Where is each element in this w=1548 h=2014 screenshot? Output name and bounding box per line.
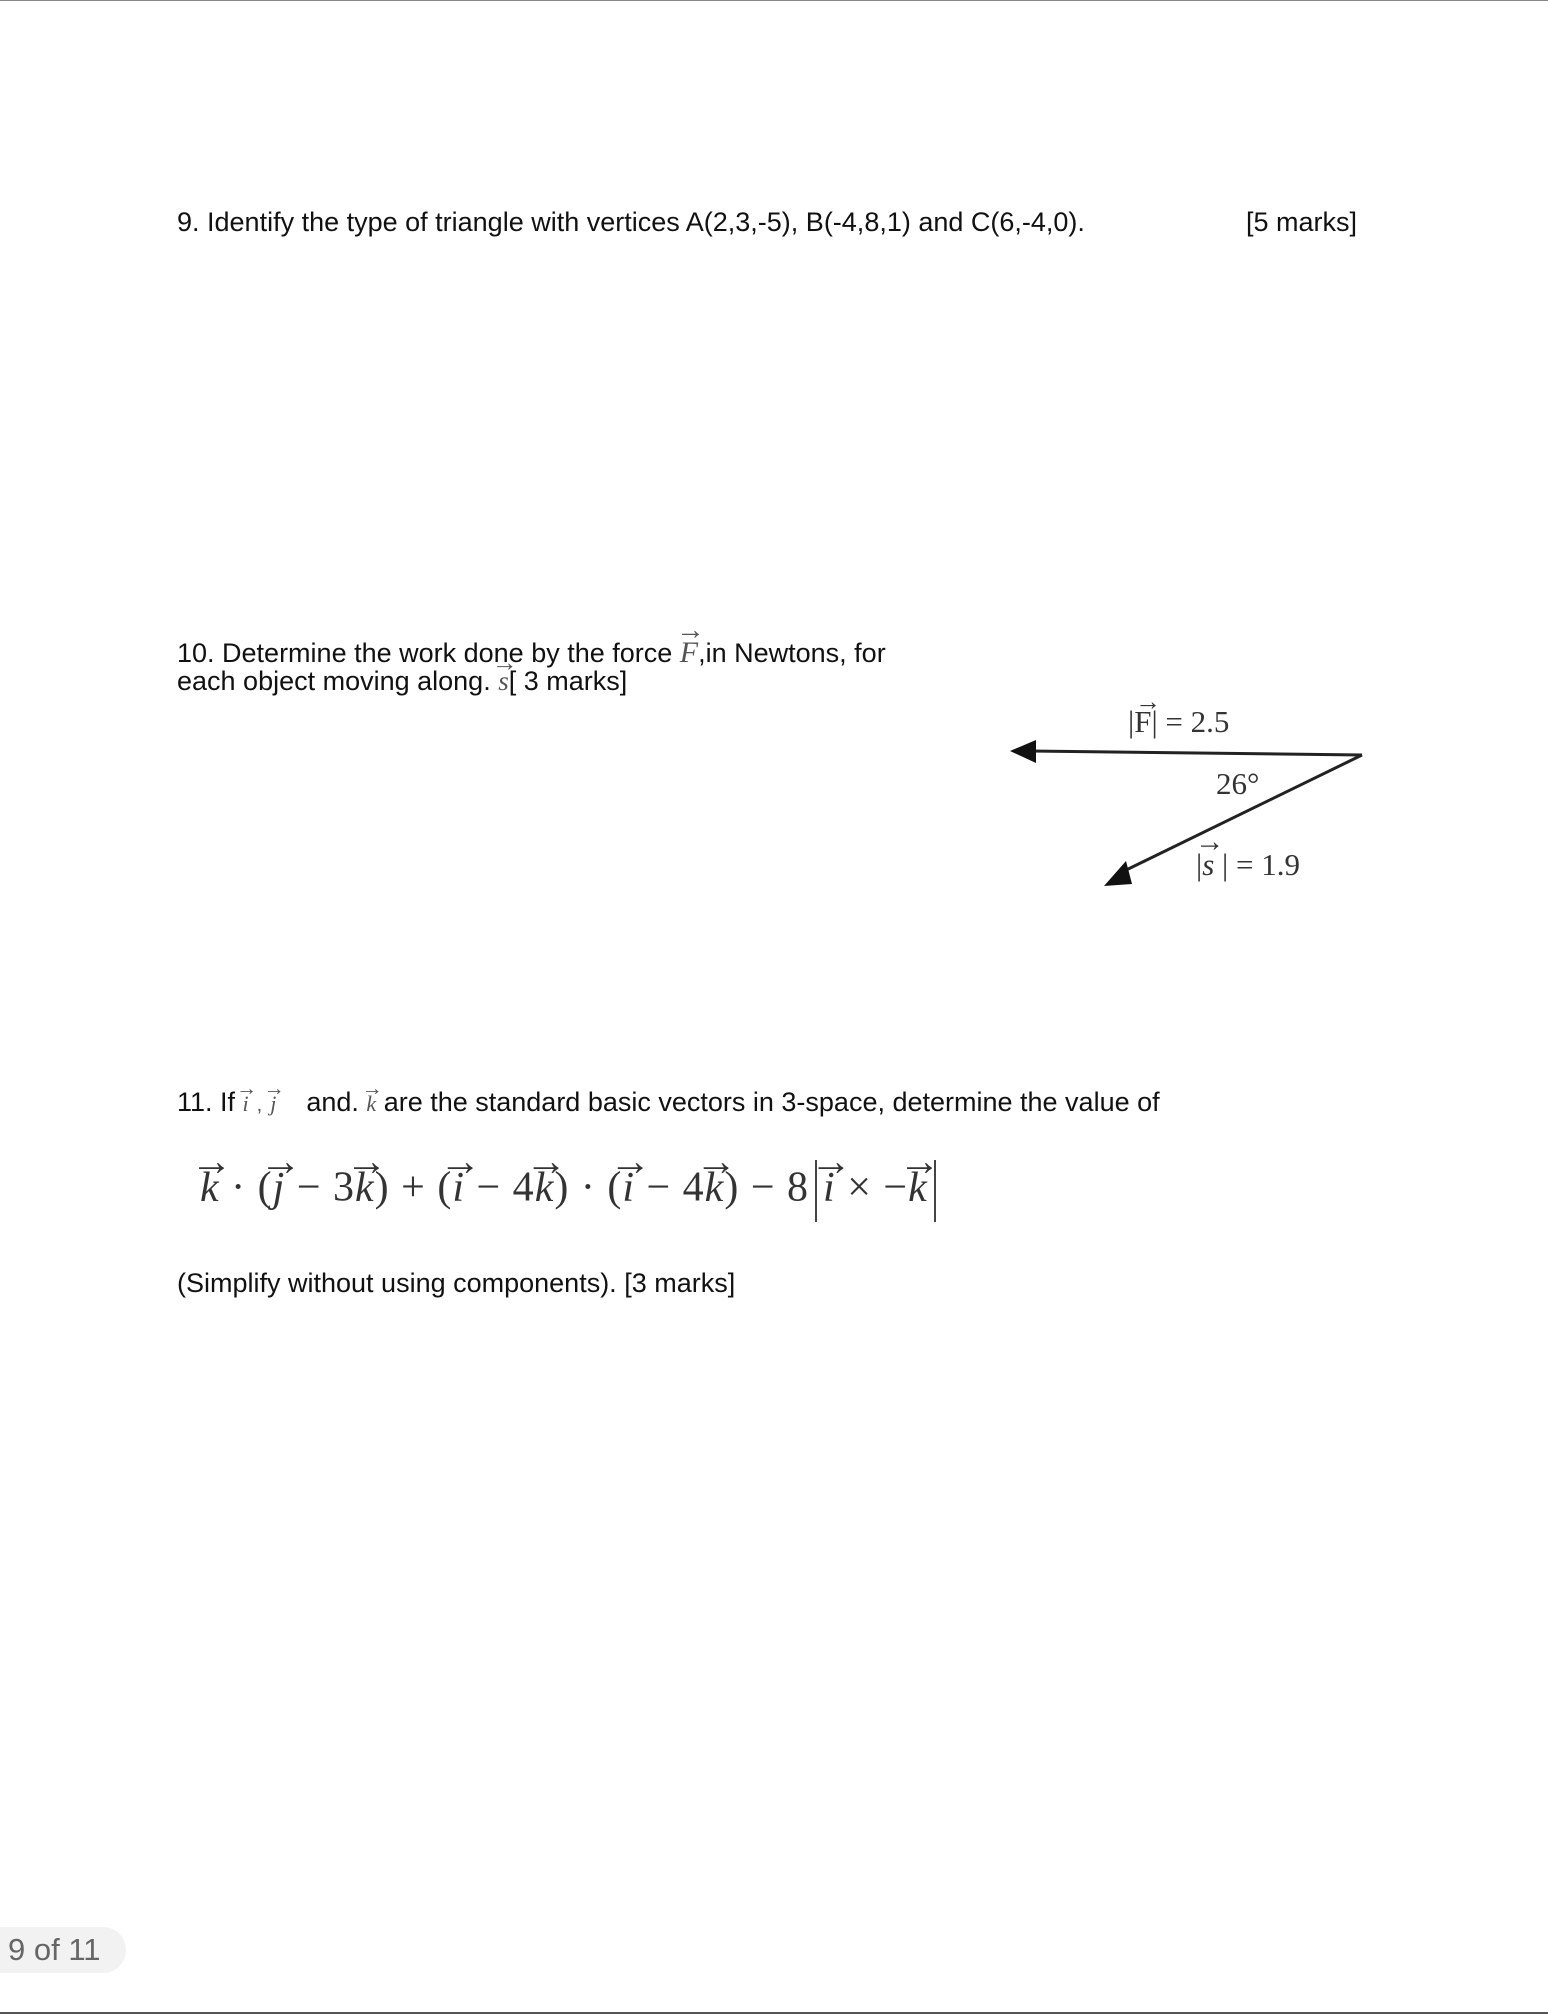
expr-k: → k (355, 1164, 375, 1212)
force-arrow-line (1030, 751, 1362, 755)
question-11-line1 (177, 1089, 1160, 1116)
i-vector: → i (243, 1093, 249, 1115)
expr-k: → k (200, 1164, 220, 1212)
force-vector-symbol: → F (680, 638, 698, 668)
expr-i: → i (823, 1164, 836, 1212)
expr-i: → i (622, 1164, 635, 1212)
angle-label: 26° (1216, 766, 1260, 801)
q10-text-b: ,in Newtons, for (698, 638, 886, 668)
displacement-arrowhead (1104, 861, 1132, 886)
displacement-vector-symbol: → s (498, 668, 509, 695)
displacement-magnitude-label: |→ s | = 1.9 (1196, 849, 1300, 880)
expr-k: → k (705, 1164, 725, 1212)
vector-expression (200, 1160, 942, 1222)
question-11-note: (Simplify without using components). [3 marks] (177, 1268, 736, 1298)
q10-text-a: 10. Determine the work done by the force (177, 638, 680, 668)
disp-vec: → s (1202, 849, 1214, 880)
j-vector: → j (270, 1093, 276, 1115)
force-magnitude-label: → |F| = 2.5 (1128, 706, 1229, 737)
expr-op: ) + ( (374, 1164, 453, 1211)
expr-i: → i (452, 1164, 465, 1212)
expr-j: → j (273, 1164, 286, 1212)
expr-op: · ( (219, 1164, 273, 1211)
comma: , (256, 1094, 263, 1116)
question-9-text: 9. Identify the type of triangle with vertices A(2,3,-5), B(-4,8,1) and C(6,-4,0). (177, 207, 1085, 237)
q11-and: and. (306, 1087, 367, 1117)
page-indicator: 9 of 11 (0, 1927, 126, 1973)
expr-op: ) − 8 (724, 1164, 810, 1211)
k-vector: → k (366, 1093, 376, 1115)
force-arrowhead (1010, 740, 1036, 763)
expr-op: ) · ( (554, 1164, 623, 1211)
expr-op: − 3 (285, 1164, 355, 1211)
q11-prefix: 11. If (177, 1087, 243, 1117)
expr-op: × − (835, 1164, 909, 1211)
expr-op: − 4 (465, 1164, 535, 1211)
q10-text-c: each object moving along. (177, 666, 499, 696)
question-9-marks: [5 marks] (1246, 207, 1358, 237)
expr-op: − 4 (634, 1164, 705, 1211)
q11-suffix: are the standard basic vectors in 3-space, determine the value of (376, 1087, 1160, 1117)
q10-marks: [ 3 marks] (508, 666, 628, 696)
disp-value: = 1.9 (1236, 847, 1300, 882)
expr-k: → k (535, 1164, 555, 1212)
expr-k: → k (908, 1164, 928, 1212)
